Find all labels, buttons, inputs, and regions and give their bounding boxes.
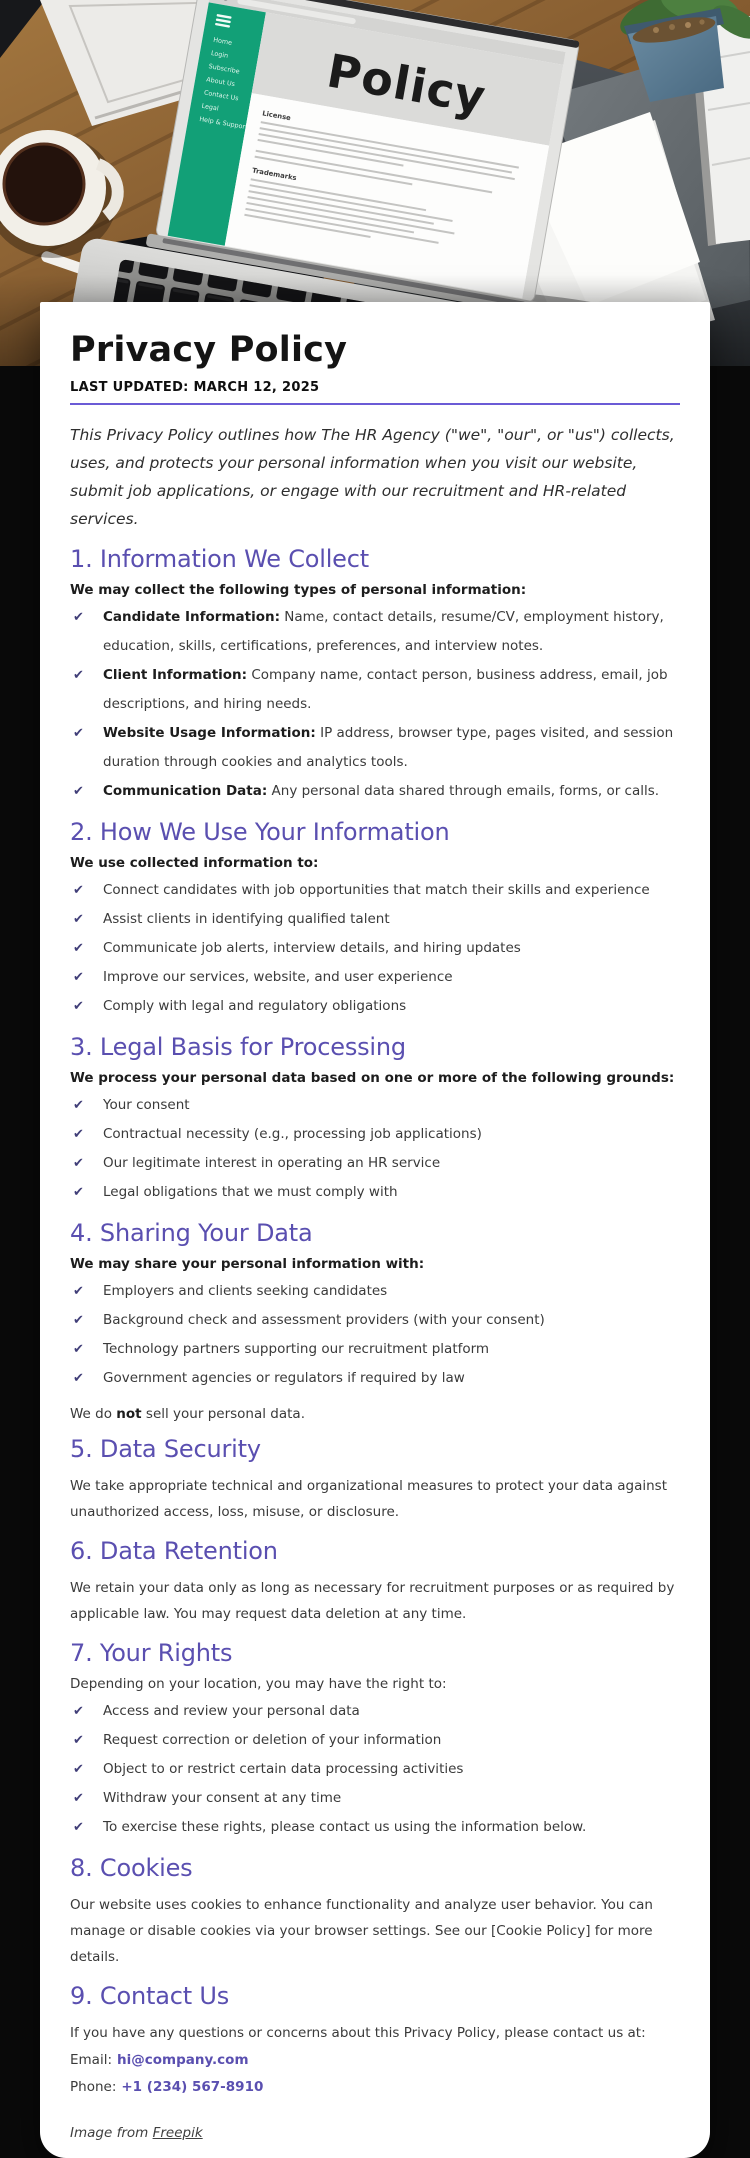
text: Assist clients in identifying qualified talent (103, 911, 390, 927)
section-lead: Depending on your location, you may have the right to: (70, 1676, 447, 1692)
text: To exercise these rights, please contact us using the information below. (103, 1819, 587, 1835)
section-lead: We use collected information to: (70, 855, 319, 871)
bullet-item (70, 1755, 680, 1784)
check-icon: ✔ (73, 1098, 84, 1113)
bullet-item (70, 719, 680, 777)
text: Comply with legal and regulatory obligations (103, 998, 407, 1014)
check-icon: ✔ (73, 883, 84, 898)
section-paragraph (70, 2020, 680, 2046)
bullet-item (70, 1277, 680, 1306)
bullet-item (70, 661, 680, 719)
contact-label: Phone: (70, 2079, 117, 2095)
bullet-item (70, 1364, 680, 1393)
bold-text: Client Information: (103, 667, 248, 683)
divider (70, 403, 680, 405)
bullet-item (70, 1306, 680, 1335)
text: Request correction or deletion of your information (103, 1732, 442, 1748)
last-updated: LAST UPDATED: MARCH 12, 2025 (70, 380, 320, 395)
bullet-item (70, 963, 680, 992)
section-paragraph (70, 1892, 680, 1970)
section-lead: We process your personal data based on one or more of the following grounds: (70, 1070, 675, 1086)
section-heading: 7. Your Rights (70, 1639, 233, 1667)
check-icon: ✔ (73, 1371, 84, 1386)
text: IP address, browser type, pages visited, and session duration through cookies and analytics tools. (103, 725, 674, 770)
check-icon: ✔ (73, 999, 84, 1014)
bullet-item (70, 905, 680, 934)
bullet-item (70, 934, 680, 963)
check-icon: ✔ (73, 1820, 84, 1835)
text: Communicate job alerts, interview details, and hiring updates (103, 940, 521, 956)
check-icon: ✔ (73, 1185, 84, 1200)
check-icon: ✔ (73, 610, 84, 625)
section-heading: 4. Sharing Your Data (70, 1219, 313, 1247)
bold-text: not (116, 1406, 142, 1422)
text: Object to or restrict certain data processing activities (103, 1761, 464, 1777)
check-icon: ✔ (73, 941, 84, 956)
check-icon: ✔ (73, 784, 84, 799)
text: Connect candidates with job opportunities that match their skills and experience (103, 882, 650, 898)
check-icon: ✔ (73, 1791, 84, 1806)
section-heading: 1. Information We Collect (70, 545, 369, 573)
bullet-item (70, 876, 680, 905)
bullet-list (70, 1091, 680, 1207)
text: We retain your data only as long as necessary for recruitment purposes or as required by applicable law. You may request data deletion at any time. (70, 1580, 675, 1622)
image-credit (70, 2124, 680, 2142)
bold-text: Website Usage Information: (103, 725, 316, 741)
bullet-item (70, 1091, 680, 1120)
check-icon: ✔ (73, 1342, 84, 1357)
contact-link[interactable]: +1 (234) 567-8910 (121, 2079, 264, 2095)
section-paragraph (70, 1405, 680, 1423)
sections-container (70, 545, 680, 2100)
bullet-item (70, 1784, 680, 1813)
text: Legal obligations that we must comply with (103, 1184, 398, 1200)
credit-text: Image from (70, 2125, 153, 2141)
contact-label: Email: (70, 2052, 113, 2068)
bullet-item (70, 1149, 680, 1178)
bullet-item (70, 1178, 680, 1207)
bullet-item (70, 1697, 680, 1726)
text: We do (70, 1406, 117, 1422)
freepik-link[interactable]: Freepik (152, 2125, 203, 2141)
check-icon: ✔ (73, 726, 84, 741)
text: If you have any questions or concerns about this Privacy Policy, please contact us at: (70, 2025, 646, 2041)
check-icon: ✔ (73, 1704, 84, 1719)
policy-card (40, 302, 710, 2158)
section-heading: 2. How We Use Your Information (70, 818, 450, 846)
text: Background check and assessment providers (with your consent) (103, 1312, 545, 1328)
check-icon: ✔ (73, 1127, 84, 1142)
check-icon: ✔ (73, 1313, 84, 1328)
text: Contractual necessity (e.g., processing job applications) (103, 1126, 482, 1142)
bold-text: Communication Data: (103, 783, 268, 799)
section-heading: 5. Data Security (70, 1435, 261, 1463)
check-icon: ✔ (73, 1762, 84, 1777)
page-title: Privacy Policy (70, 330, 348, 370)
bullet-list (70, 603, 680, 806)
bullet-item (70, 992, 680, 1021)
bullet-item (70, 1335, 680, 1364)
text: Improve our services, website, and user experience (103, 969, 453, 985)
text: We take appropriate technical and organizational measures to protect your data against unauthorized access, loss, misuse, or disclosure. (70, 1478, 668, 1520)
bullet-item (70, 1726, 680, 1755)
text: Our website uses cookies to enhance functionality and analyze user behavior. You can manage or disable cookies via your browser settings. See our [Cookie Policy] for more details. (70, 1897, 653, 1965)
intro-paragraph: This Privacy Policy outlines how The HR Agency ("we", "our", or "us") collects, uses, and protects your personal information when you visit our website, submit job applications, or engage with our recruitment and HR-related services. (70, 426, 675, 528)
text: Our legitimate interest in operating an HR service (103, 1155, 441, 1171)
section-lead: We may share your personal information with: (70, 1256, 425, 1272)
bullet-item (70, 603, 680, 661)
section-lead: We may collect the following types of personal information: (70, 582, 527, 598)
contact-line (70, 2048, 680, 2073)
bullet-item (70, 1813, 680, 1842)
bullet-list (70, 1277, 680, 1393)
bold-text: Candidate Information: (103, 609, 280, 625)
check-icon: ✔ (73, 1733, 84, 1748)
bullet-item (70, 1120, 680, 1149)
text: Government agencies or regulators if required by law (103, 1370, 465, 1386)
contact-line (70, 2075, 680, 2100)
text: sell your personal data. (141, 1406, 305, 1422)
section-heading: 3. Legal Basis for Processing (70, 1033, 406, 1061)
section-heading: 8. Cookies (70, 1854, 193, 1882)
text: Technology partners supporting our recruitment platform (103, 1341, 490, 1357)
text: Withdraw your consent at any time (103, 1790, 342, 1806)
section-paragraph (70, 1473, 680, 1525)
check-icon: ✔ (73, 1156, 84, 1171)
bullet-item (70, 777, 680, 806)
section-paragraph (70, 1575, 680, 1627)
text: Company name, contact person, business address, email, job descriptions, and hiring needs. (103, 667, 668, 712)
section-heading: 6. Data Retention (70, 1537, 278, 1565)
text: Any personal data shared through emails, forms, or calls. (267, 783, 660, 799)
bullet-list (70, 876, 680, 1021)
text: Name, contact details, resume/CV, employment history, education, skills, certifications, preferences, and interview notes. (103, 609, 664, 654)
section-heading: 9. Contact Us (70, 1982, 230, 2010)
bullet-list (70, 1697, 680, 1842)
check-icon: ✔ (73, 912, 84, 927)
check-icon: ✔ (73, 668, 84, 683)
check-icon: ✔ (73, 1284, 84, 1299)
check-icon: ✔ (73, 970, 84, 985)
text: Access and review your personal data (103, 1703, 360, 1719)
contact-link[interactable]: hi@company.com (117, 2052, 249, 2068)
text: Employers and clients seeking candidates (103, 1283, 388, 1299)
text: Your consent (103, 1097, 190, 1113)
